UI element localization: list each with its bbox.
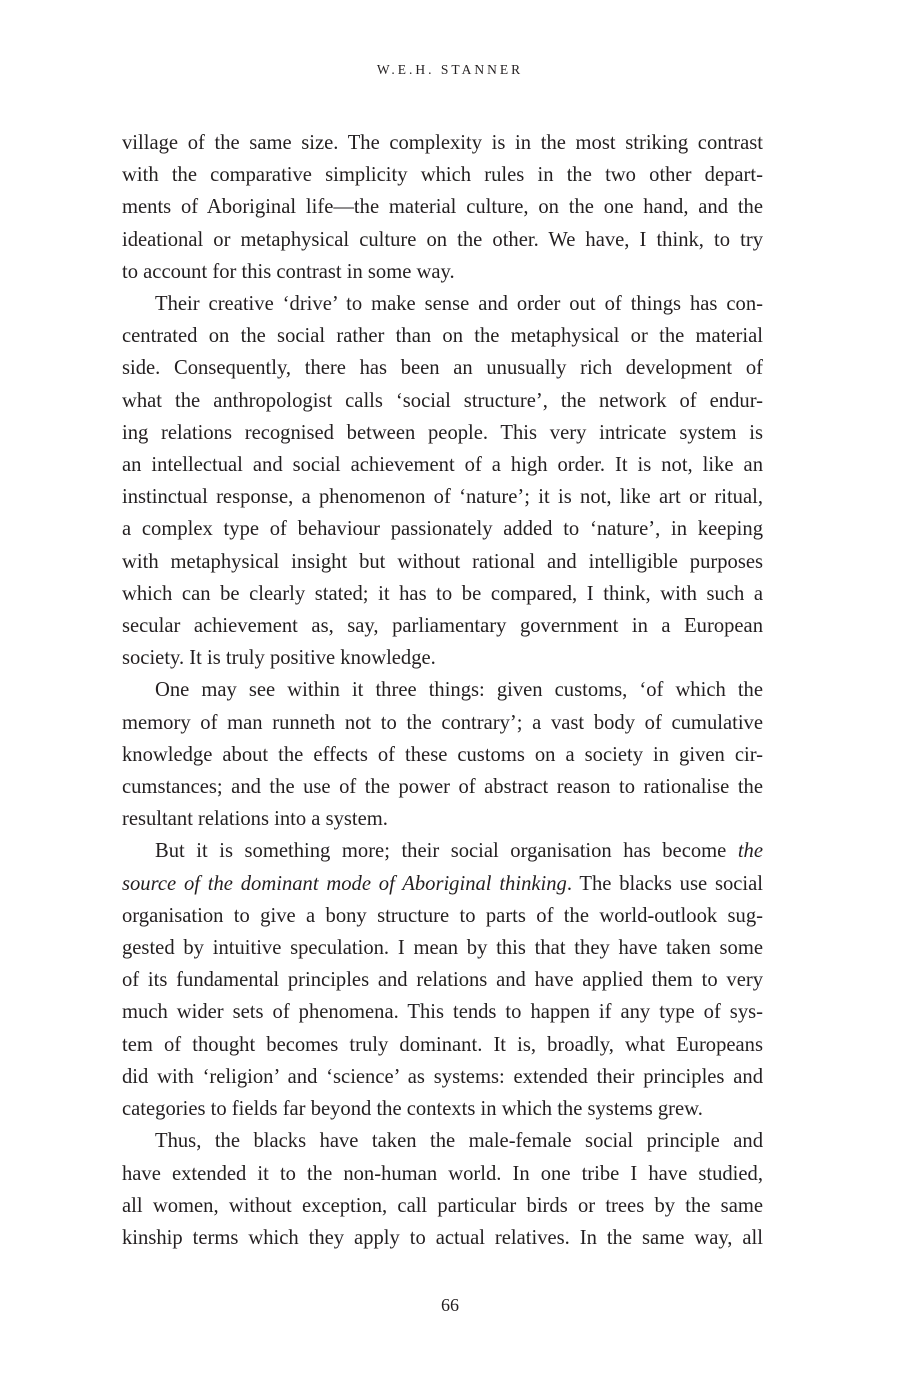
text-line: cumstances; and the use of the power of abstract reason to rationalise the [122,776,763,799]
text-line: resultant relations into a system. [122,808,388,831]
text-line: much wider sets of phenomena. This tends to happen if any type of sys- [122,1001,763,1024]
text-line-segment: . The blacks use social [566,872,763,895]
text-line: have extended it to the non-human world. In one tribe I have studied, [122,1162,763,1185]
text-line: with metaphysical insight but without rational and intelligible purposes [122,550,763,573]
page-number: 66 [441,1295,459,1315]
text-line: village of the same size. The complexity is in the most striking contrast [122,132,763,154]
text-line: tem of thought becomes truly dominant. It is, broadly, what Europeans [122,1033,763,1056]
text-line: ideational or metaphysical culture on the other. We have, I think, to try [122,228,763,251]
text-line: side. Consequently, there has been an unusually rich development of [122,357,763,380]
text-line: society. It is truly positive knowledge. [122,647,436,670]
text-line: all women, without exception, call particular birds or trees by the same [122,1194,763,1217]
text-line: of its fundamental principles and relations and have applied them to very [122,969,763,992]
text-line: gested by intuitive speculation. I mean by this that they have taken some [122,937,763,960]
text-line: knowledge about the effects of these customs on a society in given cir- [122,743,763,766]
text-line [122,835,763,867]
text-line: to account for this contrast in some way. [122,260,455,283]
text-line: Thus, the blacks have taken the male-female social principle and [155,1130,763,1153]
text-line: memory of man runneth not to the contrary’; a vast body of cumulative [122,711,763,734]
text-line: organisation to give a bony structure to parts of the world-outlook sug- [122,904,763,927]
text-line [122,868,763,900]
text-line: which can be clearly stated; it has to be compared, I think, with such a [122,582,763,605]
italic-phrase: source of the dominant mode of Aboriginal thinking [122,872,567,895]
text-line: ments of Aboriginal life—the material culture, on the one hand, and the [122,196,763,219]
text-line: secular achievement as, say, parliamentary government in a European [122,615,763,638]
text-line: an intellectual and social achievement of a high order. It is not, like an [122,454,763,477]
text-line: categories to fields far beyond the contexts in which the systems grew. [122,1098,703,1121]
text-line: did with ‘religion’ and ‘science’ as systems: extended their principles and [122,1065,763,1088]
text-line: with the comparative simplicity which rules in the two other depart- [122,164,763,187]
text-line: centrated on the social rather than on the metaphysical or the material [122,325,763,348]
text-line: ing relations recognised between people. This very intricate system is [122,421,763,444]
text-line: what the anthropologist calls ‘social structure’, the network of endur- [122,389,763,412]
italic-phrase: the [737,840,763,863]
text-line: instinctual response, a phenomenon of ‘nature’; it is not, like art or ritual, [122,486,763,509]
text-line: a complex type of behaviour passionately added to ‘nature’, in keeping [122,518,763,541]
text-line: kinship terms which they apply to actual relatives. In the same way, all [122,1226,763,1249]
text-line-segment: But it is something more; their social organisation has become [155,840,738,863]
body-text [122,127,763,1254]
running-head: W.E.H. STANNER [376,62,524,77]
text-line: One may see within it three things: given customs, ‘of which the [155,679,763,702]
text-line: Their creative ‘drive’ to make sense and order out of things has con- [155,293,763,316]
